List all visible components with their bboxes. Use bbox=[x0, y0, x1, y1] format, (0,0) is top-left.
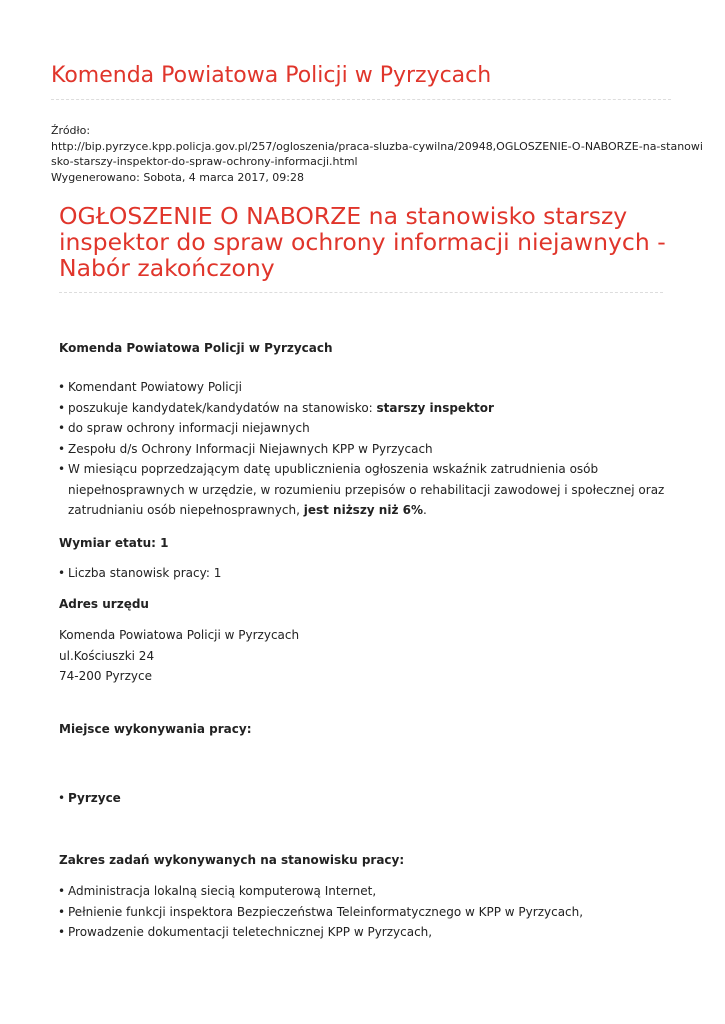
employment-rate: jest niższy niż 6% bbox=[303, 503, 424, 517]
source-label: Źródło: bbox=[51, 124, 91, 137]
header-divider bbox=[51, 99, 671, 100]
address-heading: Adres urzędu bbox=[59, 597, 149, 611]
etat-list bbox=[59, 563, 679, 584]
site-title: Komenda Powiatowa Policji w Pyrzycach bbox=[51, 63, 492, 88]
source-url-line2: sko-starszy-inspektor-do-spraw-ochrony-informacji.html bbox=[51, 155, 358, 168]
list-item-text: Prowadzenie dokumentacji teletechnicznej KPP w Pyrzycach, bbox=[68, 925, 433, 939]
list-item-text: W miesiącu poprzedzającym datę upublicznienia ogłoszenia wskaźnik zatrudnienia osób niepełnosprawnych w urzędzie, w rozumieniu przepisów o rehabilitacji zawodowej i społecznej oraz zatrudnianiu osób niepełnosprawnych, bbox=[68, 462, 665, 517]
source-info bbox=[51, 123, 703, 185]
list-item bbox=[59, 398, 679, 419]
generated-date: Wygenerowano: Sobota, 4 marca 2017, 09:28 bbox=[51, 170, 305, 184]
list-item bbox=[59, 563, 679, 584]
list-item-text: do spraw ochrony informacji niejawnych bbox=[68, 421, 310, 435]
org-heading: Komenda Powiatowa Policji w Pyrzycach bbox=[59, 341, 333, 355]
position-name: starszy inspektor bbox=[376, 400, 494, 415]
list-item-text: Administracja lokalną siecią komputerową Internet, bbox=[68, 884, 377, 898]
list-item bbox=[59, 418, 679, 439]
list-item-text: Liczba stanowisk pracy: 1 bbox=[68, 565, 222, 580]
list-item bbox=[59, 439, 679, 460]
source-url-line1: http://bip.pyrzyce.kpp.policja.gov.pl/257/ogloszenia/praca-sluzba-cywilna/20948,OGLOSZENIE-O-NABORZE-na-stanowi bbox=[51, 139, 703, 153]
list-item bbox=[59, 902, 679, 923]
list-item-text: Pyrzyce bbox=[68, 790, 121, 805]
address-line: ul.Kościuszki 24 bbox=[59, 648, 155, 663]
list-item bbox=[59, 788, 679, 809]
article-content bbox=[59, 341, 679, 943]
place-list bbox=[59, 788, 679, 809]
list-item bbox=[59, 922, 679, 943]
list-item bbox=[59, 377, 679, 398]
etat-heading: Wymiar etatu: 1 bbox=[59, 535, 169, 550]
list-item-text: Pełnienie funkcji inspektora Bezpieczeństwa Teleinformatycznego w KPP w Pyrzycach, bbox=[68, 904, 584, 919]
list-item-text: Zespołu d/s Ochrony Informacji Niejawnych KPP w Pyrzycach bbox=[68, 441, 433, 456]
address-line: Komenda Powiatowa Policji w Pyrzycach bbox=[59, 628, 300, 642]
place-heading: Miejsce wykonywania pracy: bbox=[59, 721, 252, 736]
office-address bbox=[59, 625, 679, 687]
intro-list bbox=[59, 377, 679, 521]
list-item-end: . bbox=[423, 503, 427, 517]
article-title-divider bbox=[59, 292, 663, 293]
address-line: 74-200 Pyrzyce bbox=[59, 669, 152, 683]
list-item bbox=[59, 459, 679, 521]
tasks-list bbox=[59, 881, 679, 943]
tasks-heading: Zakres zadań wykonywanych na stanowisku pracy: bbox=[59, 853, 405, 867]
article-title: OGŁOSZENIE O NABORZE na stanowisko starszy inspektor do spraw ochrony informacji niejawnych - Nabór zakończony bbox=[59, 202, 666, 282]
list-item-text: Komendant Powiatowy Policji bbox=[68, 380, 242, 394]
list-item-text: poszukuje kandydatek/kandydatów na stanowisko: bbox=[68, 400, 377, 415]
list-item bbox=[59, 881, 679, 902]
